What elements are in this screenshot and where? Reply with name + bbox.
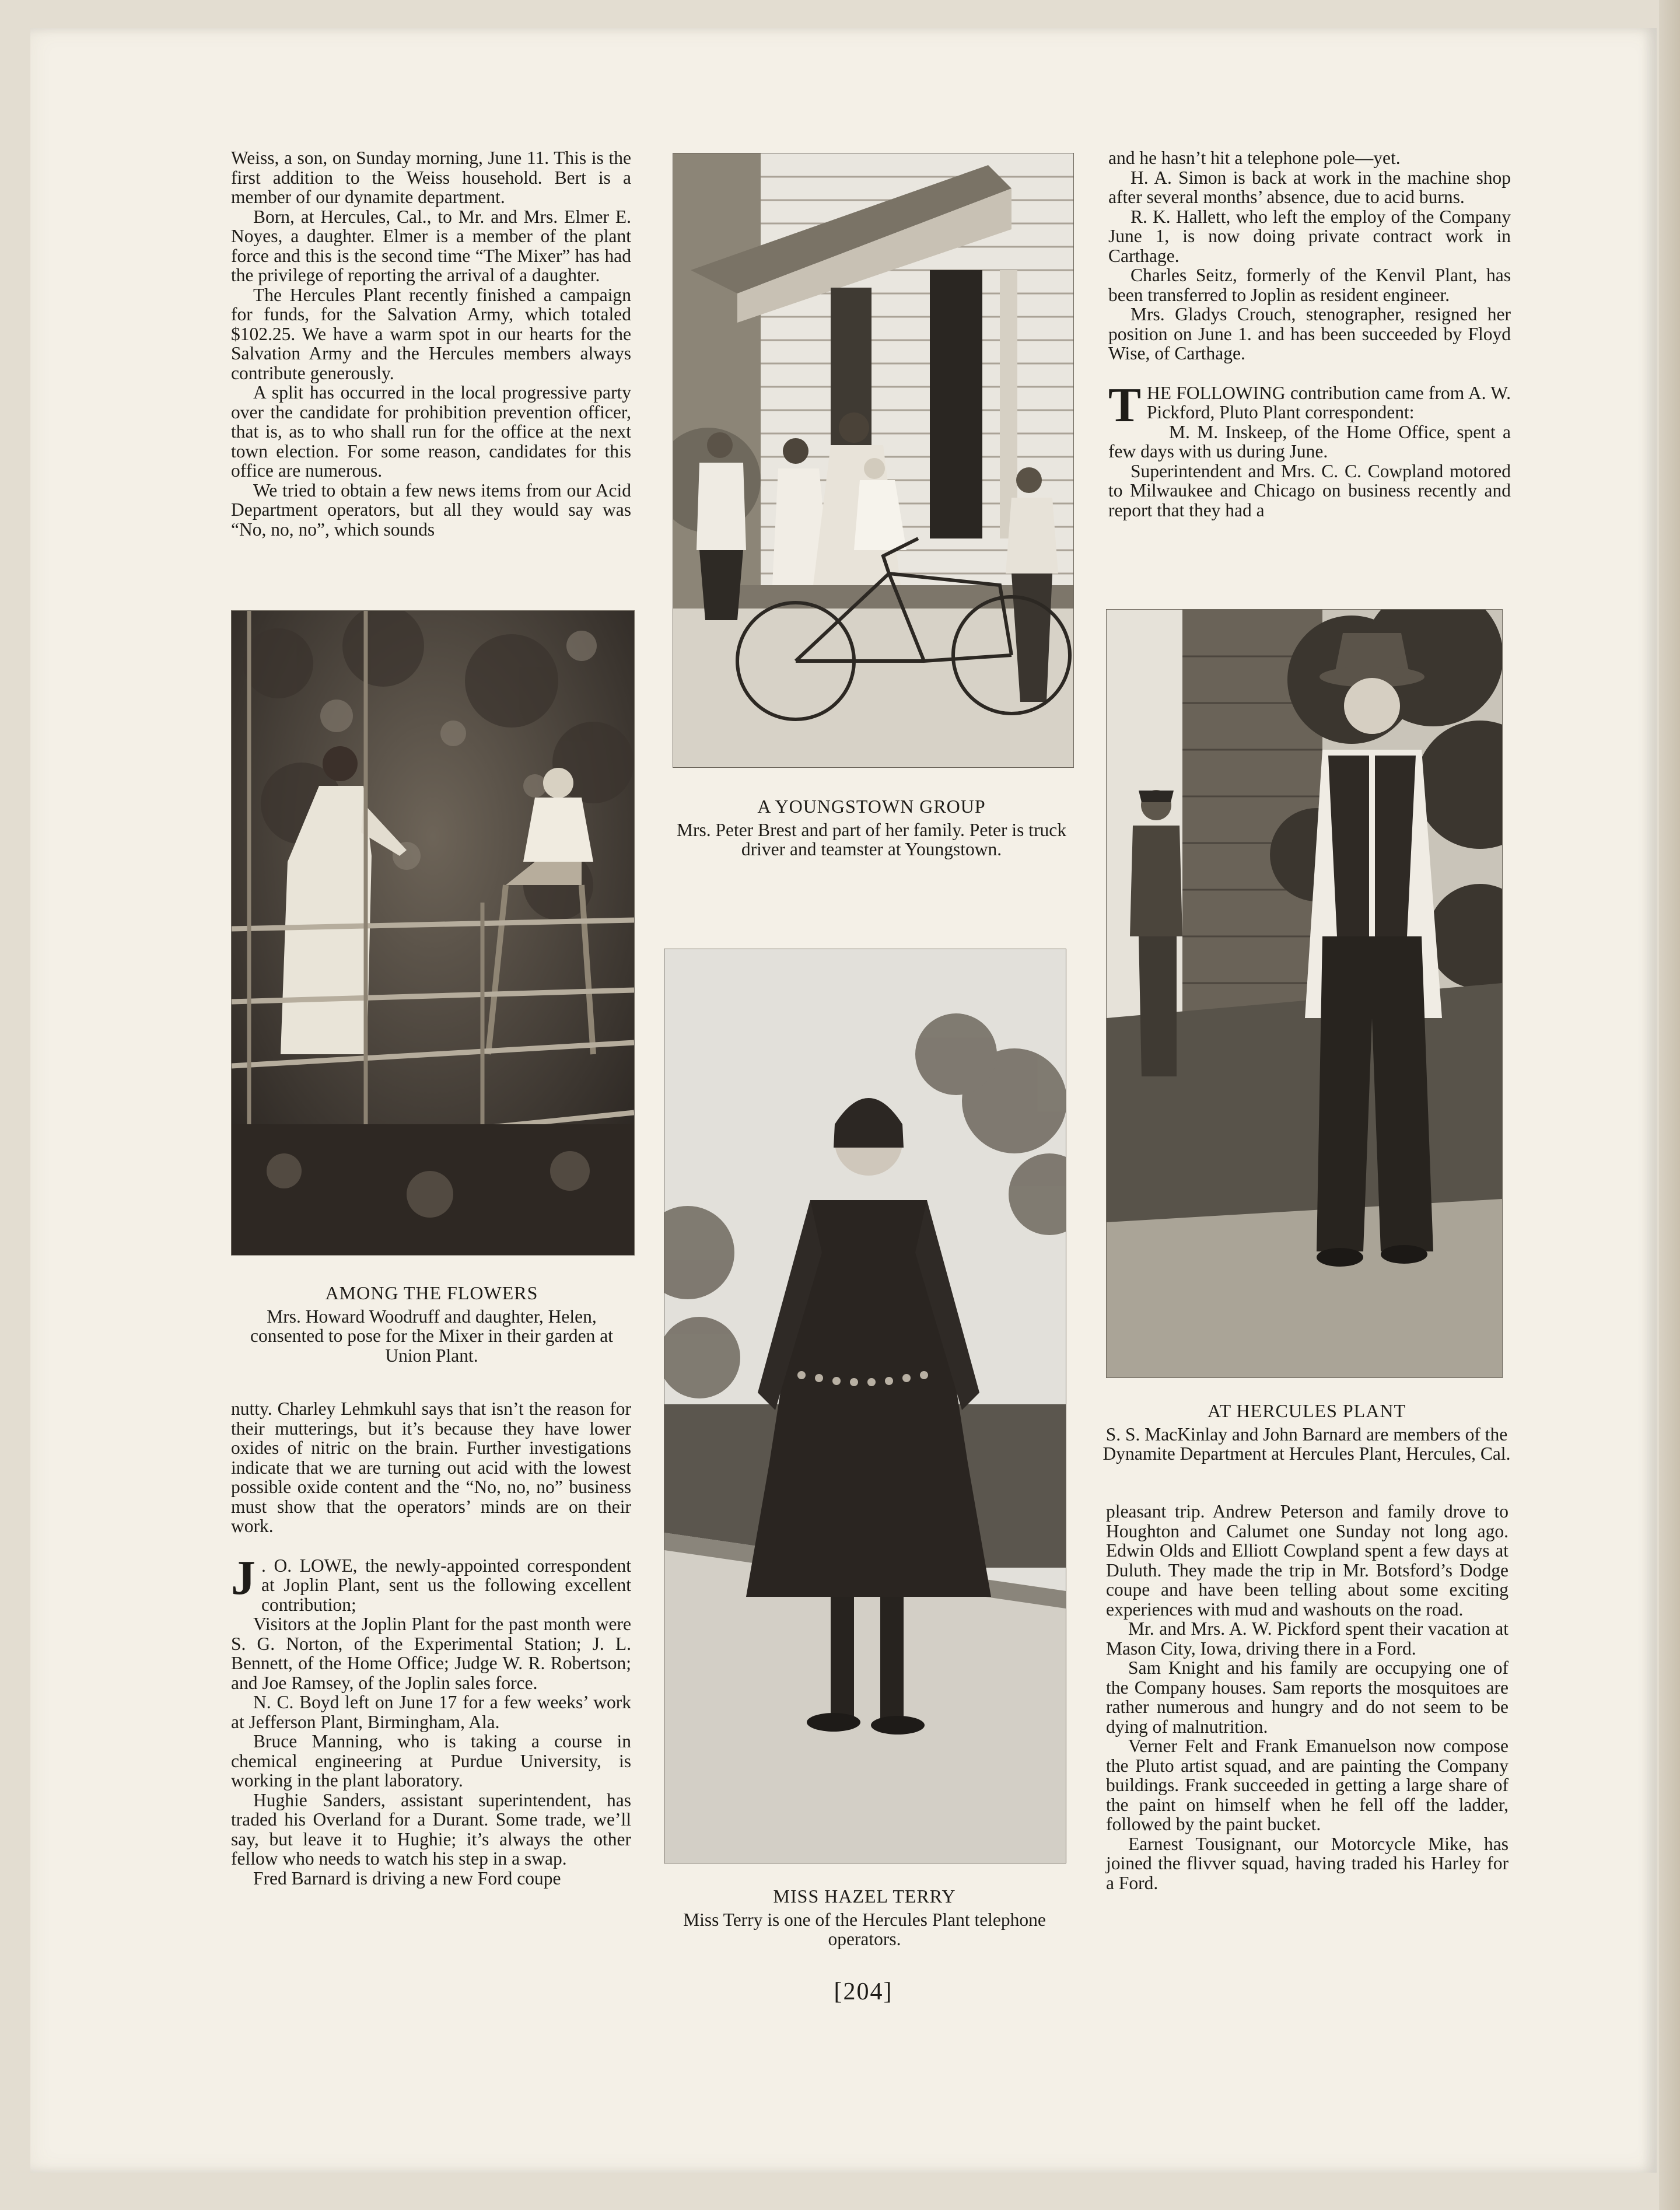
- paragraph: Weiss, a son, on Sunday morning, June 11. This is the first addition to the Weiss household. Bert is a member of our dynamite department.: [231, 148, 631, 207]
- paragraph: A split has occurred in the local progressive party over the candidate for prohibition prevention officer, that is, as to who shall run for the office at the next town election. For some reason, candidates for this office are numerous.: [231, 382, 631, 481]
- paragraph: N. C. Boyd left on June 17 for a few weeks’ work at Jefferson Plant, Birmingham, Ala.: [231, 1692, 631, 1732]
- caption-miss-hazel-terry: [652, 1887, 1077, 1949]
- caption-among-the-flowers: [229, 1284, 635, 1365]
- paragraph: The Hercules Plant recently finished a campaign for funds, for the Salvation Army, which totaled $102.25. We have a warm spot in our hearts for the Salvation Army and the Hercules members always contribute generously.: [231, 284, 631, 383]
- caption-text: S. S. MacKinlay and John Barnard are members of the Dynamite Department at Hercules Plant, Hercules, Cal.: [1102, 1424, 1511, 1464]
- paragraph: H. A. Simon is back at work in the machine shop after several months’ absence, due to acid burns.: [1108, 167, 1511, 207]
- paragraph: Sam Knight and his family are occupying one of the Company houses. Sam reports the mosquitoes are rather numerous and hungry and do not seem to be dying of malnutrition.: [1106, 1657, 1508, 1737]
- joplin-intro-text: . O. LOWE, the newly-appointed correspondent at Joplin Plant, sent us the following excellent contribution;: [261, 1555, 631, 1615]
- hercules-photo-image: [1107, 610, 1502, 1377]
- page-edge: [1659, 0, 1680, 2210]
- left-column-bottom: [231, 1399, 631, 1888]
- pluto-intro-text: HE FOLLOWING contribution came from A. W. Pickford, Pluto Plant correspondent:: [1147, 382, 1511, 422]
- paragraph: R. K. Hallett, who left the employ of the Company June 1, is now doing private contract work in Carthage.: [1108, 206, 1511, 266]
- pluto-intro: [1108, 377, 1511, 432]
- portrait-photo-image: [664, 949, 1066, 1863]
- paragraph: Verner Felt and Frank Emanuelson now compose the Pluto artist squad, and are painting the Company buildings. Frank succeeded in getting a large share of the paint on himself when he fell off the ladder, followed by the paint bucket.: [1106, 1736, 1508, 1834]
- paragraph: M. M. Inskeep, of the Home Office, spent a few days with us during June.: [1108, 421, 1511, 461]
- paragraph: Fred Barnard is driving a new Ford coupe: [253, 1868, 561, 1889]
- caption-title: AT HERCULES PLANT: [1208, 1400, 1406, 1421]
- right-column-bottom: [1106, 1502, 1508, 1893]
- paragraph: Mr. and Mrs. A. W. Pickford spent their vacation at Mason City, Iowa, driving there in a Ford.: [1106, 1618, 1508, 1659]
- paragraph: Born, at Hercules, Cal., to Mr. and Mrs. Elmer E. Noyes, a daughter. Elmer is a member of the plant force and this is the second time “The Mixer” has had the privilege of reporting the arrival of a daughter.: [231, 206, 631, 285]
- dropcap: J: [231, 1550, 256, 1605]
- paragraph: nutty. Charley Lehmkuhl says that isn’t the reason for their mutterings, but it’s because they have lower oxides of nitric on the brain. Further investigations indicate that we are turning out acid with the lowest possible oxide content and the “No, no, no” business must show that the operators’ minds are on their work.: [231, 1398, 631, 1536]
- page-number: [204]: [834, 1978, 893, 2005]
- caption-at-hercules-plant: [1102, 1401, 1511, 1464]
- dropcap: T: [1108, 377, 1142, 432]
- caption-text: Mrs. Howard Woodruff and daughter, Helen, consented to pose for the Mixer in their garden at Union Plant.: [250, 1306, 613, 1366]
- paragraph: Earnest Tousignant, our Motorcycle Mike, has joined the flivver squad, having traded his Harley for a Ford.: [1106, 1833, 1508, 1893]
- caption-title: AMONG THE FLOWERS: [325, 1282, 538, 1303]
- paragraph: We tried to obtain a few news items from our Acid Department operators, but all they would say was “No, no, no”, which sounds: [231, 480, 631, 540]
- paragraph: pleasant trip. Andrew Peterson and family drove to Houghton and Calumet one Sunday not long ago. Edwin Olds and Elliott Cowpland spent a few days at Duluth. They made the trip in Mr. Botsford’s Dodge coupe and have been telling about some exciting experiences with mud and washouts on the road.: [1106, 1501, 1508, 1620]
- caption-title: MISS HAZEL TERRY: [773, 1886, 956, 1907]
- paragraph: Charles Seitz, formerly of the Kenvil Plant, has been transferred to Joplin as resident engineer.: [1108, 265, 1511, 305]
- photo-at-hercules-plant: [1106, 609, 1503, 1378]
- photo-youngstown-group: [673, 153, 1074, 768]
- right-column-top: [1108, 148, 1511, 520]
- porch-photo-image: [673, 153, 1073, 767]
- photo-miss-hazel-terry: [664, 949, 1066, 1863]
- paragraph: Bruce Manning, who is taking a course in chemical engineering at Purdue University, is working in the plant laboratory.: [231, 1731, 631, 1791]
- photo-among-the-flowers: [231, 610, 635, 1256]
- caption-youngstown-group: [660, 797, 1083, 859]
- paragraph: Mrs. Gladys Crouch, stenographer, resigned her position on June 1. and has been succeeded by Floyd Wise, of Carthage.: [1108, 304, 1511, 363]
- joplin-intro: [231, 1550, 631, 1615]
- caption-text: Mrs. Peter Brest and part of her family. Peter is truck driver and teamster at Youngstown.: [676, 819, 1067, 859]
- paragraph: Superintendent and Mrs. C. C. Cowpland motored to Milwaukee and Chicago on business recently and report that they had a: [1108, 460, 1511, 520]
- paragraph: and he hasn’t hit a telephone pole—yet.: [1108, 148, 1401, 168]
- paragraph: Visitors at the Joplin Plant for the past month were S. G. Norton, of the Experimental Station; J. L. Bennett, of the Home Office; Judge W. R. Robertson; and Joe Ramsey, of the Joplin sales force.: [231, 1614, 631, 1693]
- caption-text: Miss Terry is one of the Hercules Plant telephone operators.: [683, 1909, 1046, 1949]
- garden-photo-image: [232, 611, 634, 1255]
- left-column-top: [231, 148, 631, 539]
- paragraph: Hughie Sanders, assistant superintendent, has traded his Overland for a Durant. Some trade, we’ll say, but leave it to Hughie; it’s always the other fellow who needs to watch his step in a swap.: [231, 1789, 631, 1869]
- caption-title: A YOUNGSTOWN GROUP: [757, 796, 986, 817]
